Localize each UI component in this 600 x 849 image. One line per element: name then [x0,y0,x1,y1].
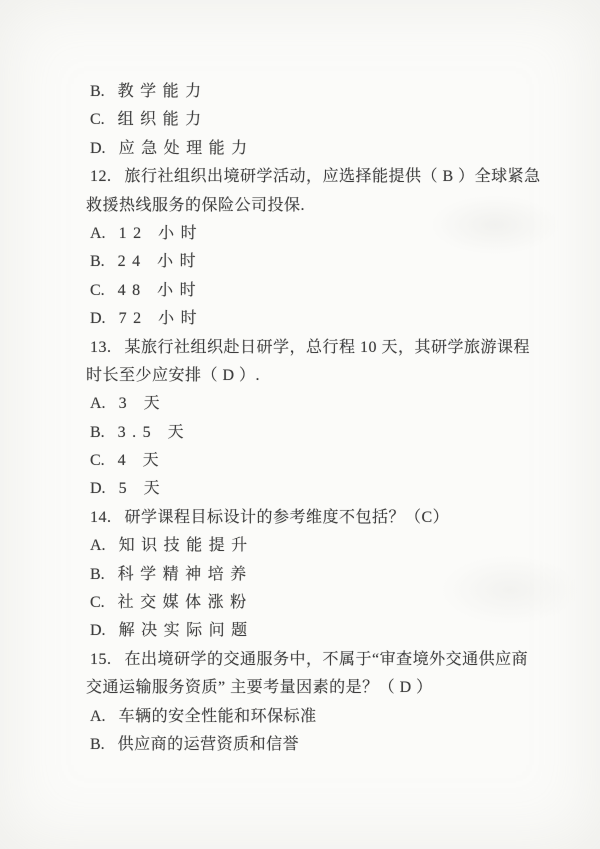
question-stem-text: 救援热线服务的保险公司投保. [86,196,306,214]
option-label: A. [90,537,106,555]
option-text: 48 小时 [117,281,203,299]
option-text: 供应商的运营资质和信誉 [117,735,300,753]
option-label: C. [90,452,105,470]
option-text: 12 小时 [118,224,204,242]
option-text: 解决实际问题 [118,622,254,640]
option-text: 5 天 [118,480,167,498]
option-label: D. [90,622,106,640]
option-label: D. [90,480,106,498]
option-item [90,248,560,276]
option-label: B. [90,253,105,271]
option-label: C. [90,281,105,299]
question-stem-text: 某旅行社组织赴日研学，总行程 10 天，其研学旅游课程 [124,338,531,356]
option-text: 科学精神培养 [117,565,253,583]
option-label: A. [90,224,106,242]
option-text: 组织能力 [117,111,208,129]
option-text: 知识技能提升 [118,537,254,555]
question-number: 14. [90,508,112,526]
question-stem-line [90,163,560,191]
question-stem-line [86,362,560,390]
option-label: D. [90,139,106,157]
option-text: 24 小时 [117,253,203,271]
question-list [86,78,560,759]
option-item [90,589,560,617]
option-label: B. [90,735,105,753]
option-label: B. [90,565,105,583]
option-item [90,561,560,589]
option-text: 教学能力 [117,83,208,100]
option-item [90,277,560,305]
option-label: D. [90,310,106,328]
option-text: 车辆的安全性能和环保标准 [118,707,317,725]
option-item [90,419,560,447]
question-number: 12. [90,168,112,186]
option-item [90,475,560,503]
question-number: 15. [90,650,112,668]
option-text: 3 天 [118,395,167,413]
option-label: B. [90,423,105,441]
option-label: C. [90,594,105,612]
option-text: 应急处理能力 [118,139,254,157]
question-stem-text: 在出境研学的交通服务中，不属于“审查境外交通供应商 [124,650,529,668]
question-stem-line [90,646,560,674]
option-label: C. [90,111,105,129]
option-text: 3.5 天 [117,423,191,441]
option-text: 社交媒体涨粉 [117,594,253,612]
option-item [90,617,560,645]
question-stem-line [90,334,560,362]
question-stem-text: 旅行社组织出境研学活动，应选择能提供（ B ）全球紧急 [124,168,541,186]
option-item [90,731,560,759]
option-item [90,78,560,106]
option-item [90,447,560,475]
option-item [90,532,560,560]
question-stem-text: 研学课程目标设计的参考维度不包括？（C） [124,508,450,526]
option-label: A. [90,395,106,413]
option-item [90,703,560,731]
option-item [90,135,560,163]
question-number: 13. [90,338,112,356]
question-stem-line [86,192,560,220]
option-label: B. [90,83,105,100]
option-text: 4 天 [117,452,166,470]
option-text: 72 小时 [118,310,204,328]
question-stem-text: 时长至少应安排（ D ）. [86,366,261,384]
question-stem-line [90,504,560,532]
option-item [90,390,560,418]
option-item [90,305,560,333]
option-item [90,220,560,248]
question-stem-text: 交通运输服务资质” 主要考量因素的是？（ D ） [86,679,433,697]
question-stem-line [86,674,560,702]
option-label: A. [90,707,106,725]
option-item [90,106,560,134]
